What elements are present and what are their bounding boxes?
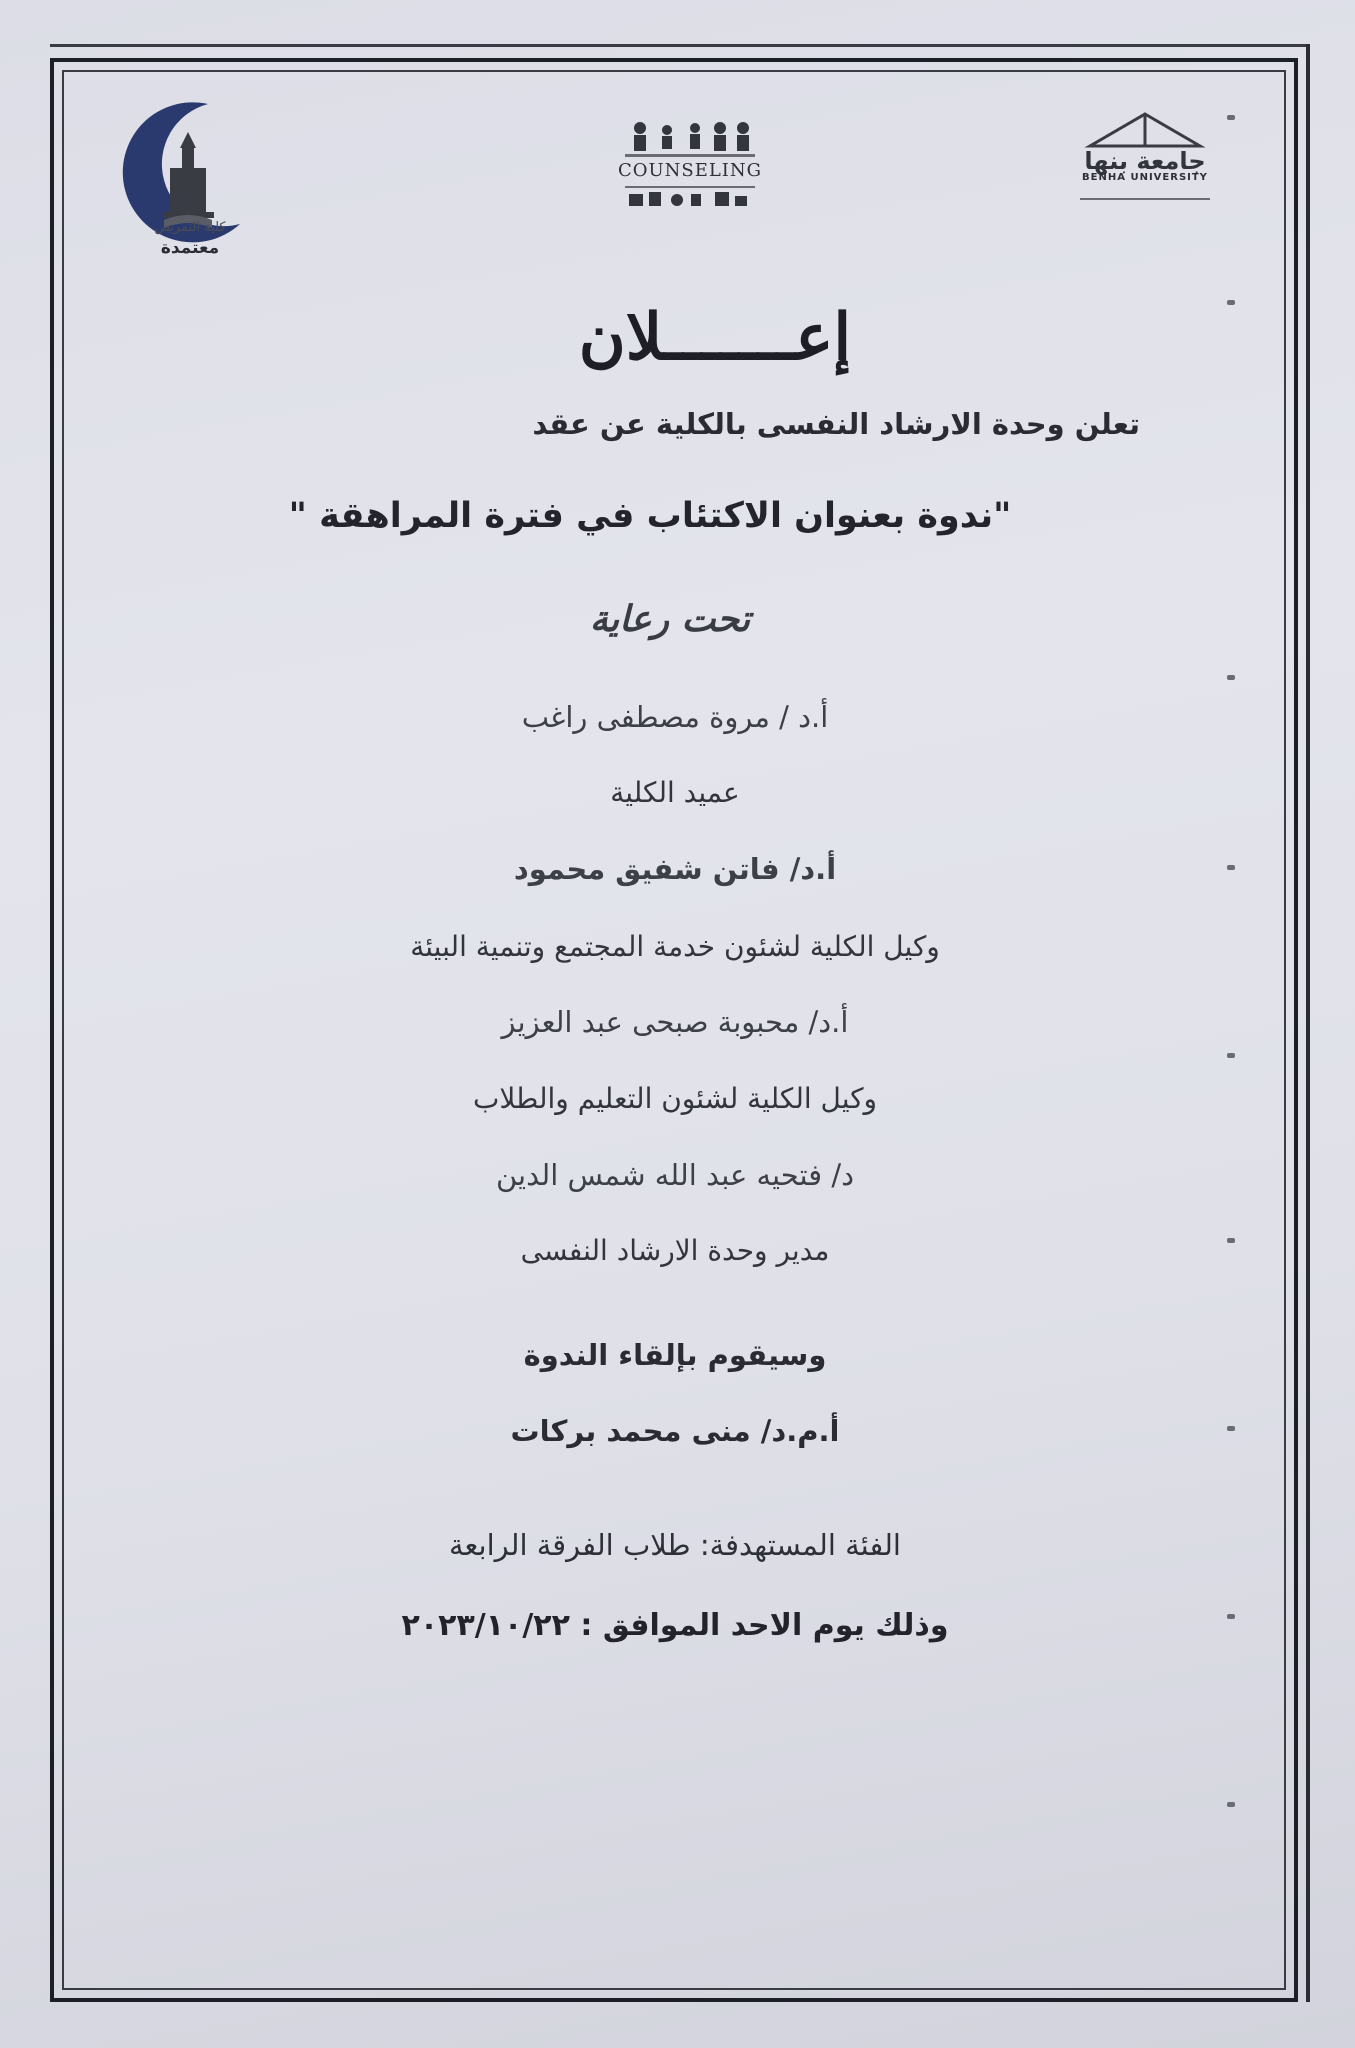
seminar-title: "ندوة بعنوان الاكتئاب في فترة المراهقة " xyxy=(288,496,1012,536)
binder-mark xyxy=(1227,1053,1235,1058)
nursing-logo-label: كلية التمريض xyxy=(154,220,226,235)
speaker-name: أ.م.د/ منى محمد بركات xyxy=(510,1414,840,1448)
speaker-label: وسيقوم بإلقاء الندوة xyxy=(523,1338,827,1372)
patron-role: عميد الكلية xyxy=(610,776,740,809)
binder-mark xyxy=(1227,675,1235,680)
patron-name: أ.د/ فاتن شفيق محمود xyxy=(513,852,837,886)
patronage-heading: تحت رعاية xyxy=(589,598,751,640)
target-audience: الفئة المستهدفة: طلاب الفرقة الرابعة xyxy=(448,1528,901,1562)
page-border-right xyxy=(1306,44,1310,2002)
benha-university-arabic: جامعة بنها xyxy=(1084,147,1206,175)
patron-name: د/ فتحيه عبد الله شمس الدين xyxy=(495,1158,855,1192)
counseling-logo-text: COUNSELING xyxy=(617,160,763,181)
accredited-label: معتمدة xyxy=(160,238,220,258)
patron-role: وكيل الكلية لشئون التعليم والطلاب xyxy=(472,1082,878,1115)
patron-name: أ.د/ محبوبة صبحى عبد العزيز xyxy=(501,1005,849,1039)
binder-mark xyxy=(1227,1802,1235,1807)
patron-name: أ.د / مروة مصطفى راغب xyxy=(521,700,829,734)
benha-university-english: BENHA UNIVERSITY xyxy=(1082,172,1208,183)
patron-role: مدير وحدة الارشاد النفسى xyxy=(520,1234,830,1267)
announcement-intro: تعلن وحدة الارشاد النفسى بالكلية عن عقد xyxy=(532,407,1140,441)
page-border-top xyxy=(50,44,1310,47)
patron-role: وكيل الكلية لشئون خدمة المجتمع وتنمية البيئة xyxy=(410,930,940,963)
announcement-title: إعـــــــلان xyxy=(578,300,852,375)
seminar-date: وذلك يوم الاحد الموافق : ٢٠٢٣/١٠/٢٢ xyxy=(401,1608,949,1643)
